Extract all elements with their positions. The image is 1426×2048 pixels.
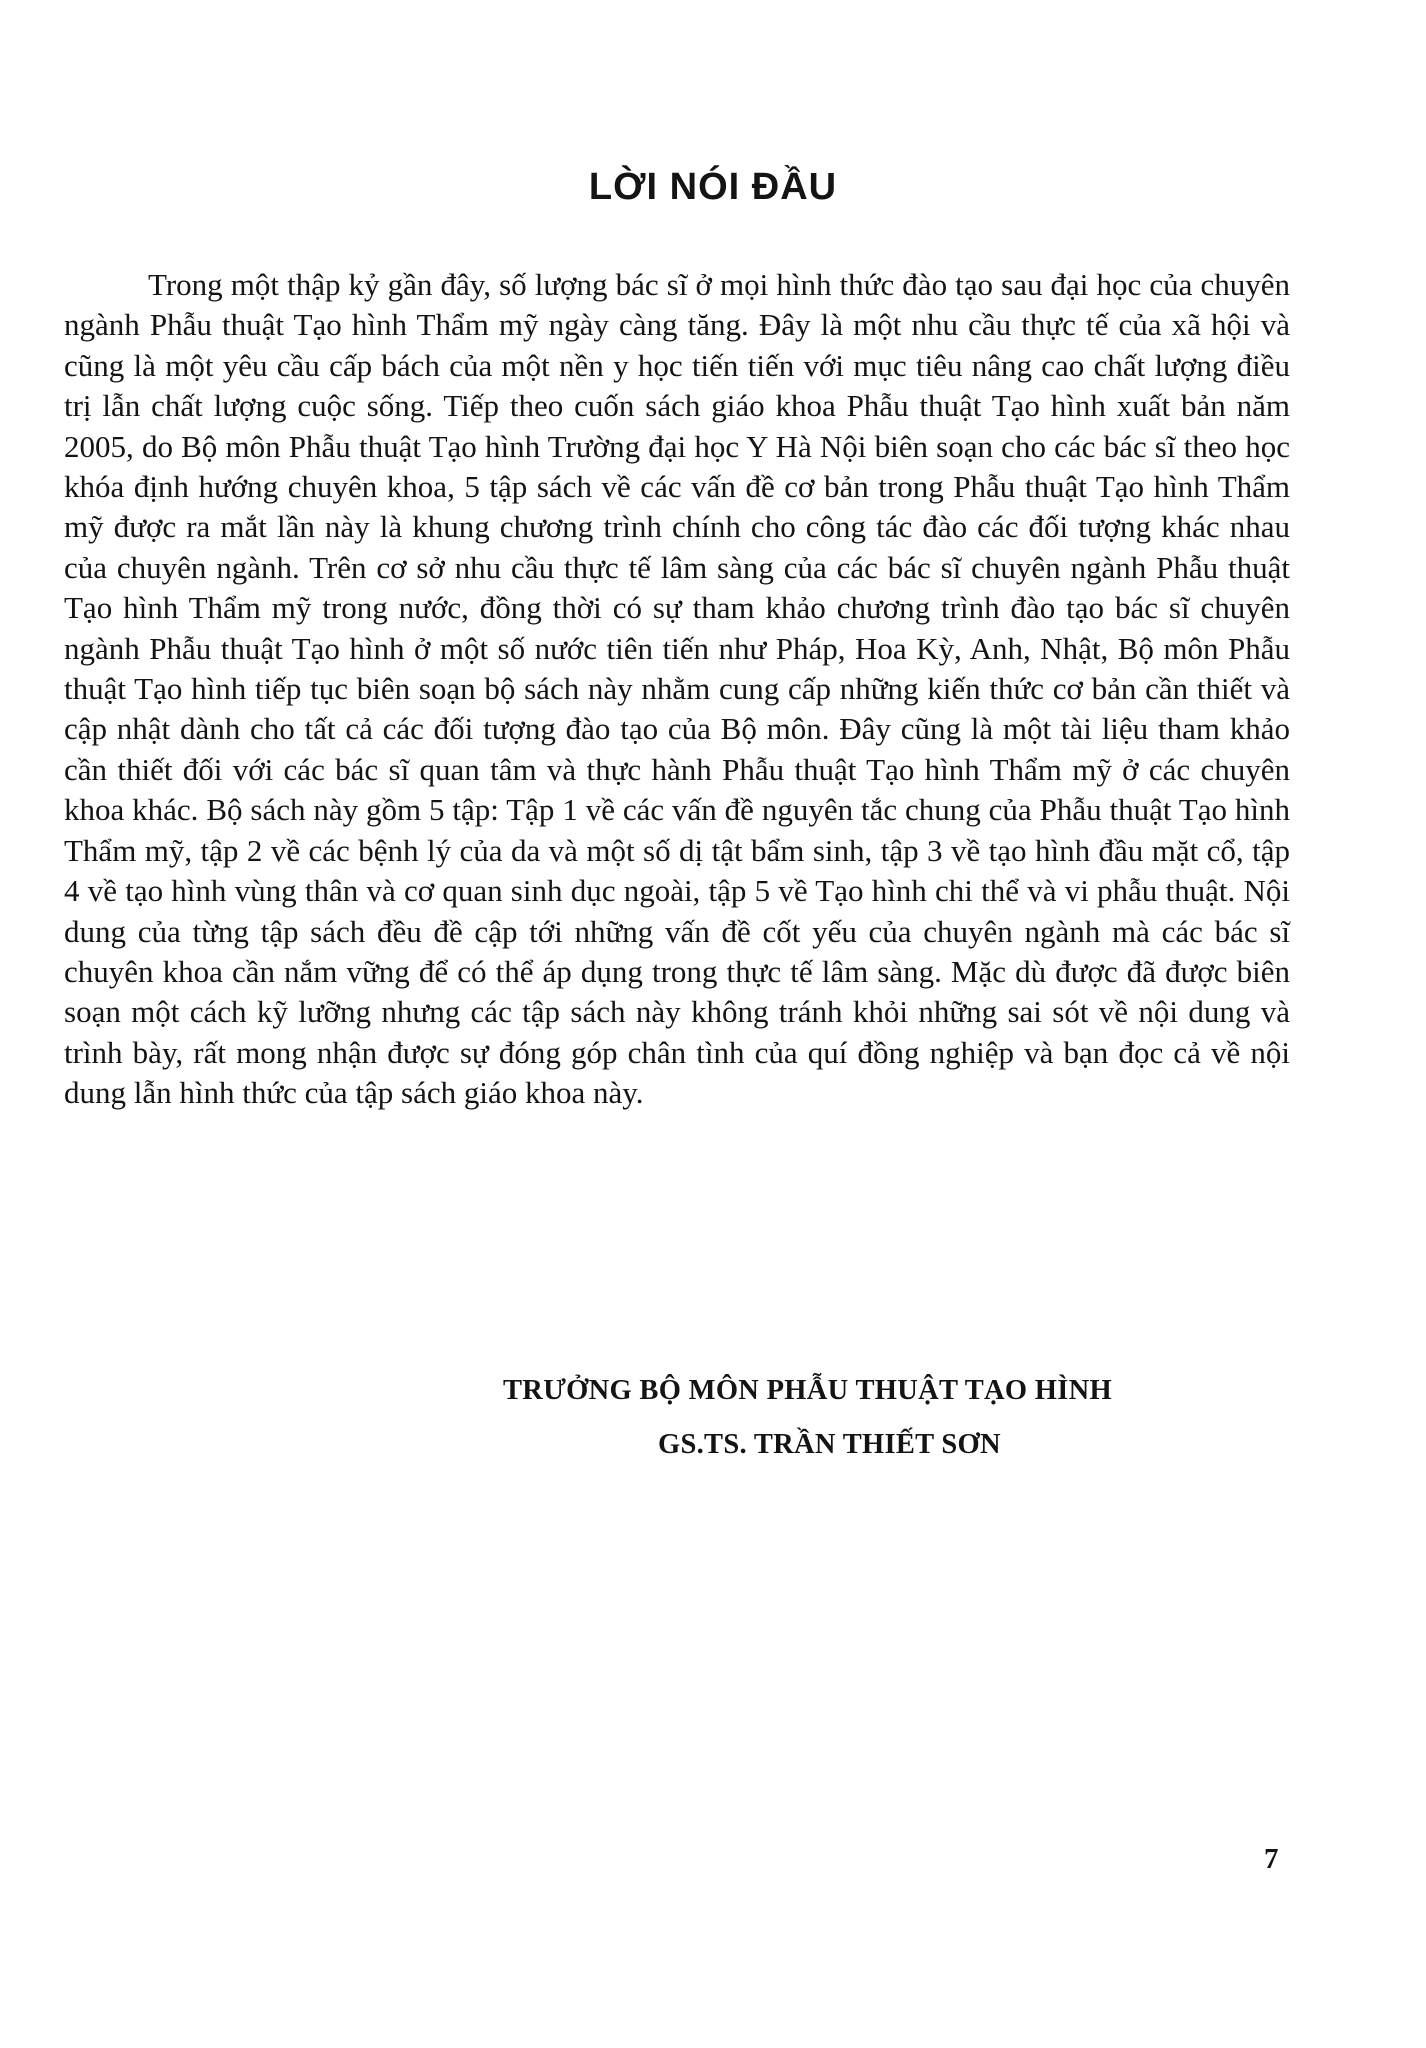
signature-position: TRƯỞNG BỘ MÔN PHẪU THUẬT TẠO HÌNH <box>503 1375 1112 1406</box>
signature-name: GS.TS. TRẦN THIẾT SƠN <box>658 1429 1001 1460</box>
preface-body: Trong một thập kỷ gần đây, số lượng bác sĩ ở mọi hình thức đào tạo sau đại học của chuyên ngành Phẫu thuật Tạo hình Thẩm mỹ ngày càng tăng. Đây là một nhu cầu thực tế của xã hội và cũng là một yêu cầu cấp bách của một nền y học tiến tiến với mục tiêu nâng cao chất lượng điều trị lẫn chất lượng cuộc sống. Tiếp theo cuốn sách giáo khoa Phẫu thuật Tạo hình xuất bản năm 2005, do Bộ môn Phẫu thuật Tạo hình Trường đại học Y Hà Nội biên soạn cho các bác sĩ theo học khóa định hướng chuyên khoa, 5 tập sách về các vấn đề cơ bản trong Phẫu thuật Tạo hình Thẩm mỹ được ra mắt lần này là khung chương trình chính cho công tác đào các đối tượng khác nhau của chuyên ngành. Trên cơ sở nhu cầu thực tế lâm sàng của các bác sĩ chuyên ngành Phẫu thuật Tạo hình Thẩm mỹ trong nước, đồng thời có sự tham khảo chương trình đào tạo bác sĩ chuyên ngành Phẫu thuật Tạo hình ở một số nước tiên tiến như Pháp, Hoa Kỳ, Anh, Nhật, Bộ môn Phẫu thuật Tạo hình tiếp tục biên soạn bộ sách này nhằm cung cấp những kiến thức cơ bản cần thiết và cập nhật dành cho tất cả các đối tượng đào tạo của Bộ môn. Đây cũng là một tài liệu tham khảo cần thiết đối với các bác sĩ quan tâm và thực hành Phẫu thuật Tạo hình Thẩm mỹ ở các chuyên khoa khác. Bộ sách này gồm 5 tập: Tập 1 về các vấn đề nguyên tắc chung của Phẫu thuật Tạo hình Thẩm mỹ, tập 2 về các bệnh lý của da và một số dị tật bẩm sinh, tập 3 về tạo hình đầu mặt cổ, tập 4 về tạo hình vùng thân và cơ quan sinh dục ngoài, tập 5 về Tạo hình chi thể và vi phẫu thuật. Nội dung của từng tập sách đều đề cập tới những vấn đề cốt yếu của chuyên ngành mà các bác sĩ chuyên khoa cần nắm vững để có thể áp dụng trong thực tế lâm sàng. Mặc dù được đã được biên soạn một cách kỹ lưỡng nhưng các tập sách này không tránh khỏi những sai sót về nội dung và trình bày, rất mong nhận được sự đóng góp chân tình của quí đồng nghiệp và bạn đọc cả về nội dung lẫn hình thức của tập sách giáo khoa này. <box>64 267 1290 1111</box>
page-number: 7 <box>1264 1843 1279 1875</box>
page-title: LỜI NÓI ĐẦU <box>588 166 838 208</box>
